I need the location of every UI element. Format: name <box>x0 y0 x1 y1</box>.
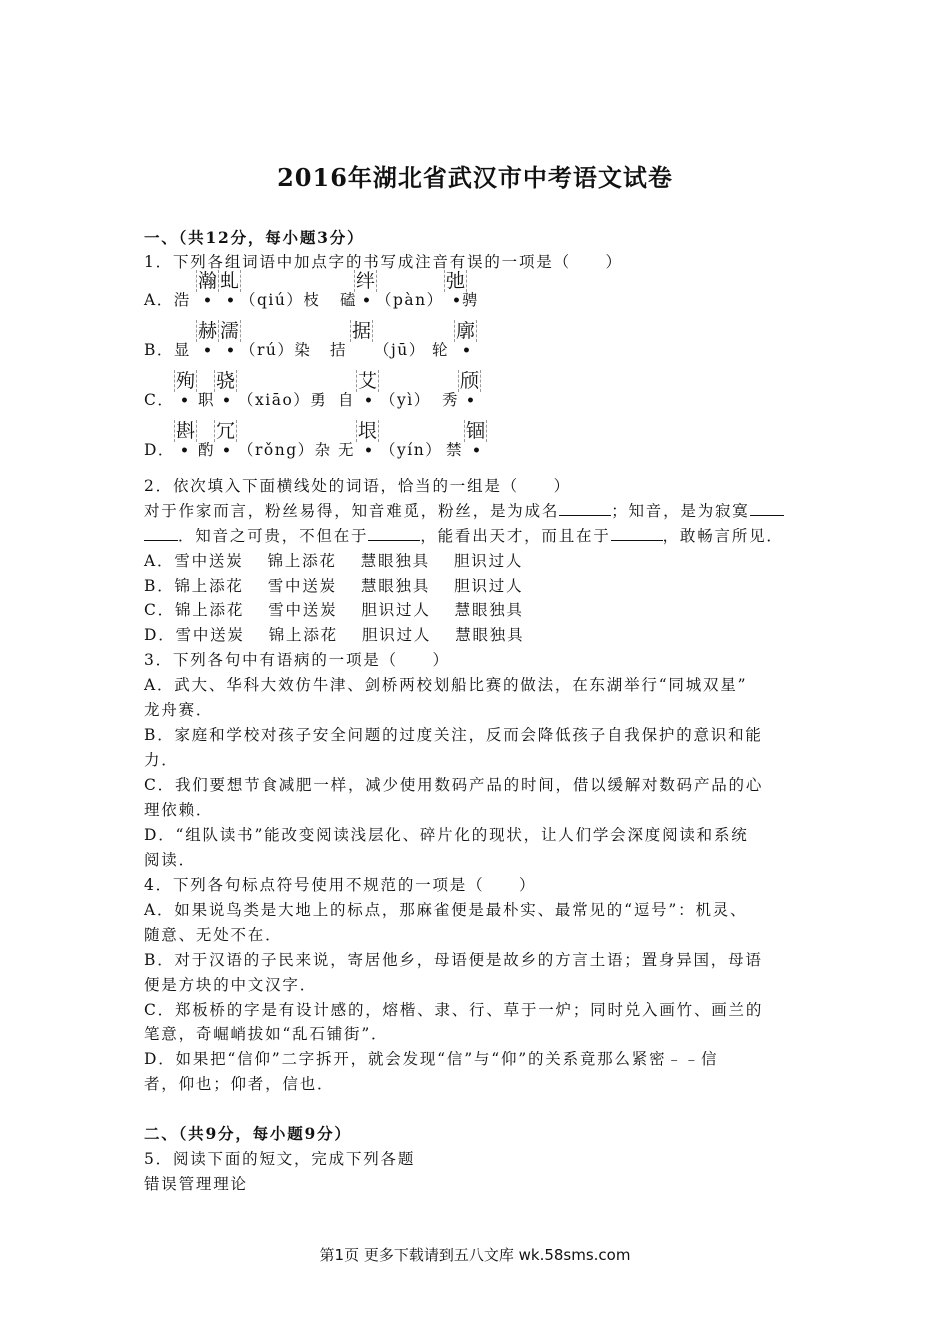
page-title: 2016年湖北省武汉市中考语文试卷 <box>277 163 673 192</box>
option-label: B．显 <box>144 341 191 359</box>
pinyin-text: （pàn） <box>376 291 444 309</box>
dotted-char: 殉 <box>176 370 196 392</box>
option-text: C．我们要想节食减肥一样，减少使用数码产品的时间，借以缓解对数码产品的心 <box>144 776 764 794</box>
fill-blank <box>368 526 420 541</box>
body-text: ，能看出天才，而且在于 <box>420 527 611 545</box>
option-text: 骋 <box>462 291 480 309</box>
option-text: 磕 <box>340 291 358 309</box>
option-label: C． <box>144 391 175 409</box>
dotted-char: 骁 <box>216 370 236 392</box>
question-stem: 3．下列各句中有语病的一项是（ ） <box>144 651 450 669</box>
section-heading: 二、（共9分，每小题9分） <box>144 1124 352 1143</box>
pinyin-text: （rǒng）杂 <box>238 441 332 459</box>
page-footer: 第1页 更多下载请到五八文库 wk.58sms.com <box>319 1246 631 1264</box>
fill-blank <box>144 526 178 541</box>
option-text: B．锦上添花 雪中送炭 慧眼独具 胆识过人 <box>144 577 524 595</box>
option-label: A．浩 <box>144 291 191 309</box>
option-text: 拮 <box>330 341 348 359</box>
pinyin-text: （xiāo）勇 <box>238 391 328 409</box>
pinyin-text: （qiú）枝 <box>240 291 321 309</box>
option-text: 无 <box>338 441 356 459</box>
pinyin-text: （rú）染 <box>240 341 312 359</box>
dotted-char: 虬 <box>220 270 240 292</box>
option-text: D．“组队读书”能改变阅读浅层化、碎片化的现状，让人们学会深度阅读和系统 <box>144 826 749 844</box>
dotted-char: 绊 <box>356 270 376 292</box>
dotted-char: 艾 <box>358 370 378 392</box>
option-text: 便是方块的中文汉字． <box>144 976 318 994</box>
option-text: 禁 <box>446 441 464 459</box>
option-text: D．雪中送炭 锦上添花 胆识过人 慧眼独具 <box>144 626 525 644</box>
option-text: A．雪中送炭 锦上添花 慧眼独具 胆识过人 <box>144 552 524 570</box>
option-text: 力． <box>144 751 179 769</box>
dotted-char: 据 <box>352 320 372 342</box>
fill-blank <box>750 501 784 516</box>
option-text: B．对于汉语的子民来说，寄居他乡，母语便是故乡的方言土语；置身异国，母语 <box>144 951 763 969</box>
dotted-char: 垠 <box>358 420 378 442</box>
option-text: 随意、无处不在． <box>144 926 283 944</box>
question-body <box>144 526 784 546</box>
dotted-char: 瀚 <box>198 270 218 292</box>
option-text: 秀 <box>442 391 460 409</box>
dotted-char: 冗 <box>216 420 236 442</box>
question-stem: 5．阅读下面的短文，完成下列各题 <box>144 1150 416 1168</box>
body-text: 对于作家而言，粉丝易得，知音难觅，粉丝，是为成名 <box>144 502 560 520</box>
option-text: C．郑板桥的字是有设计感的，熔楷、隶、行、草于一炉；同时兑入画竹、画兰的 <box>144 1001 764 1019</box>
pinyin-text: （jū） <box>374 341 426 359</box>
dotted-char: 濡 <box>220 320 240 342</box>
option-text: B．家庭和学校对孩子安全问题的过度关注，反而会降低孩子自我保护的意识和能 <box>144 726 763 744</box>
option-text: C．锦上添花 雪中送炭 胆识过人 慧眼独具 <box>144 601 524 619</box>
option-text: 笔意，奇崛峭拔如“乱石铺街”． <box>144 1025 389 1043</box>
body-text: ．知音之可贵，不但在于 <box>178 527 369 545</box>
section-heading: 一、（共12分，每小题3分） <box>144 228 365 247</box>
question-body <box>144 501 784 521</box>
option-text: 阅读． <box>144 851 196 869</box>
question-stem: 4．下列各句标点符号使用不规范的一项是（ ） <box>144 876 537 894</box>
passage-title: 错误管理理论 <box>144 1175 248 1193</box>
question-stem: 1．下列各组词语中加点字的书写成注音有误的一项是（ ） <box>144 253 623 271</box>
dotted-char: 斟 <box>176 420 196 442</box>
body-text: ；知音，是为寂寞 <box>611 502 750 520</box>
option-text: 酌 <box>198 441 216 459</box>
option-text: 者，仰也；仰者，信也． <box>144 1075 335 1093</box>
fill-blank <box>611 526 663 541</box>
pinyin-text: （yì） <box>380 391 431 409</box>
fill-blank <box>559 501 611 516</box>
dotted-char: 颀 <box>460 370 480 392</box>
dotted-char: 弛 <box>446 270 466 292</box>
option-text: 自 <box>338 391 356 409</box>
body-text: ，敢畅言所见． <box>662 527 784 545</box>
option-text: 龙舟赛． <box>144 701 214 719</box>
option-text: 理依赖． <box>144 801 214 819</box>
dotted-char: 锢 <box>466 420 486 442</box>
option-text: 职 <box>198 391 216 409</box>
question-stem: 2．依次填入下面横线处的词语，恰当的一组是（ ） <box>144 477 571 495</box>
option-label: D． <box>144 441 175 459</box>
option-text: A．如果说鸟类是大地上的标点，那麻雀便是最朴实、最常见的“逗号”：机灵、 <box>144 901 748 919</box>
option-text: 轮 <box>432 341 450 359</box>
option-text: D．如果把“信仰”二字拆开，就会发现“信”与“仰”的关系竟那么紧密﹣﹣信 <box>144 1050 719 1068</box>
pinyin-text: （yín） <box>380 441 443 459</box>
option-text: A．武大、华科大效仿牛津、剑桥两校划船比赛的做法，在东湖举行“同城双星” <box>144 676 748 694</box>
dotted-char: 赫 <box>198 320 218 342</box>
dotted-char: 廓 <box>456 320 476 342</box>
document-page: 2016年湖北省武汉市中考语文试卷 一、（共12分，每小题3分） 1．下列各组词语中加点字的书写成注音有误的一项是（ ） A．浩 瀚 虬 • • （qiú）枝 磕 绊 • （pàn） 弛 • 骋 B．显 赫 濡 • • （rú）染 拮 据 （jū） 轮 廓 • C． 殉 • 职 骁 • （xiāo）勇 自 艾 • （yì） 秀 颀 • D． 斟 • 酌 冗 • （rǒng）杂 无 垠 • （yín） 禁 锢 • 2．依次填入下面横线处的词语，恰当的一组是（ ） 对于作家而言，粉丝易得，知音难觅，粉丝，是为成名 ；知音，是为寂寞 ．知音之可贵，不但在于 ，能看出天才，而且在于 ，敢畅言所见． A．雪中送炭 锦上添花 慧眼独具 胆识过人 B．锦上添花 雪中送炭 慧眼独具 胆识过人 C．锦上添花 雪中送炭 胆识过人 慧眼独具 D．雪中送炭 锦上添花 胆识过人 慧眼独具 3．下列各句中有语病的一项是（ ） A．武大、华科大效仿牛津、剑桥两校划船比赛的做法，在东湖举行“同城双星” 龙舟赛． B．家庭和学校对孩子安全问题的过度关注，反而会降低孩子自我保护的意识和能 力． C．我们要想节食减肥一样，减少使用数码产品的时间，借以缓解对数码产品的心 理依赖． D．“组队读书”能改变阅读浅层化、碎片化的现状，让人们学会深度阅读和系统 阅读． 4．下列各句标点符号使用不规范的一项是（ ） A．如果说鸟类是大地上的标点，那麻雀便是最朴实、最常见的“逗号”：机灵、 随意、无处不在． B．对于汉语的子民来说，寄居他乡，母语便是故乡的方言土语；置身异国，母语 便是方块的中文汉字． C．郑板桥的字是有设计感的，熔楷、隶、行、草于一炉；同时兑入画竹、画兰的 笔意，奇崛峭拔如“乱石铺街”． D．如果把“信仰”二字拆开，就会发现“信”与“仰”的关系竟那么紧密﹣﹣信 者，仰也；仰者，信也． 二、（共9分，每小题9分） 5．阅读下面的短文，完成下列各题 错误管理理论 第1页 更多下载请到五八文库 wk.58sms.com <box>0 0 950 1344</box>
